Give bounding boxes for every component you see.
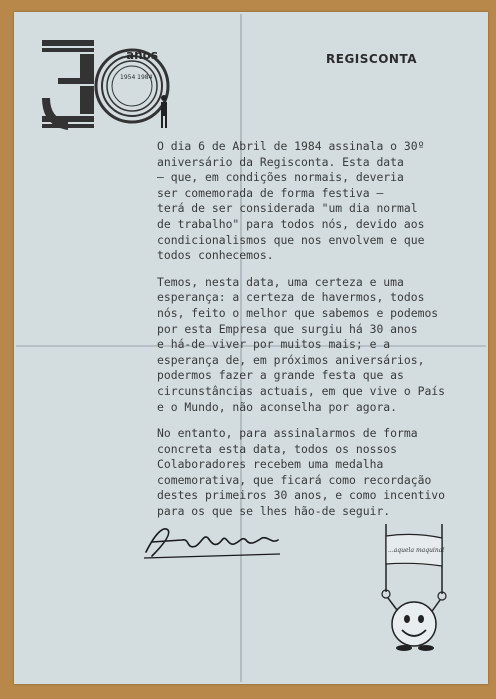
mascot-banner-text: ...aquela maquina! (388, 547, 445, 554)
logo-anos-label: anos (126, 48, 159, 62)
letter-paragraph: No entanto, para assinalarmos de forma concreta esta data, todos os nossos Colaboradores recebem uma medalha comemorativa, que ficará como recordação destes primeiros 30 anos, e como incentivo para os que se lhes hão-de seguir. (157, 426, 446, 519)
signature-icon (142, 520, 282, 562)
letter-body (157, 139, 477, 531)
logo-years: 1954 1984 (120, 74, 153, 81)
smiley-mascot-icon (378, 522, 458, 654)
letter-paragraph: Temos, nesta data, uma certeza e uma esperança: a certeza de havermos, todos nós, feito o melhor que sabemos e podemos por esta Empresa que surgiu há 30 anos e há-de viver por muitos mais; e a esperança de, em próximos aniversários, podermos fazer a grande festa que as circunstâncias actuais, em que vive o País e o Mundo, não aconselha por agora. (157, 274, 446, 414)
company-brand: REGISCONTA (326, 52, 417, 66)
letter-paragraph: O dia 6 de Abril de 1984 assinala o 30º aniversário da Regisconta. Esta data – que, em condições normais, deveria ser comemorada de forma festiva – terá de ser considerada "um dia normal de trabalho" para todos nós, devido aos condicionalismos que nos envolvem e que todos conhecemos. (157, 139, 425, 263)
